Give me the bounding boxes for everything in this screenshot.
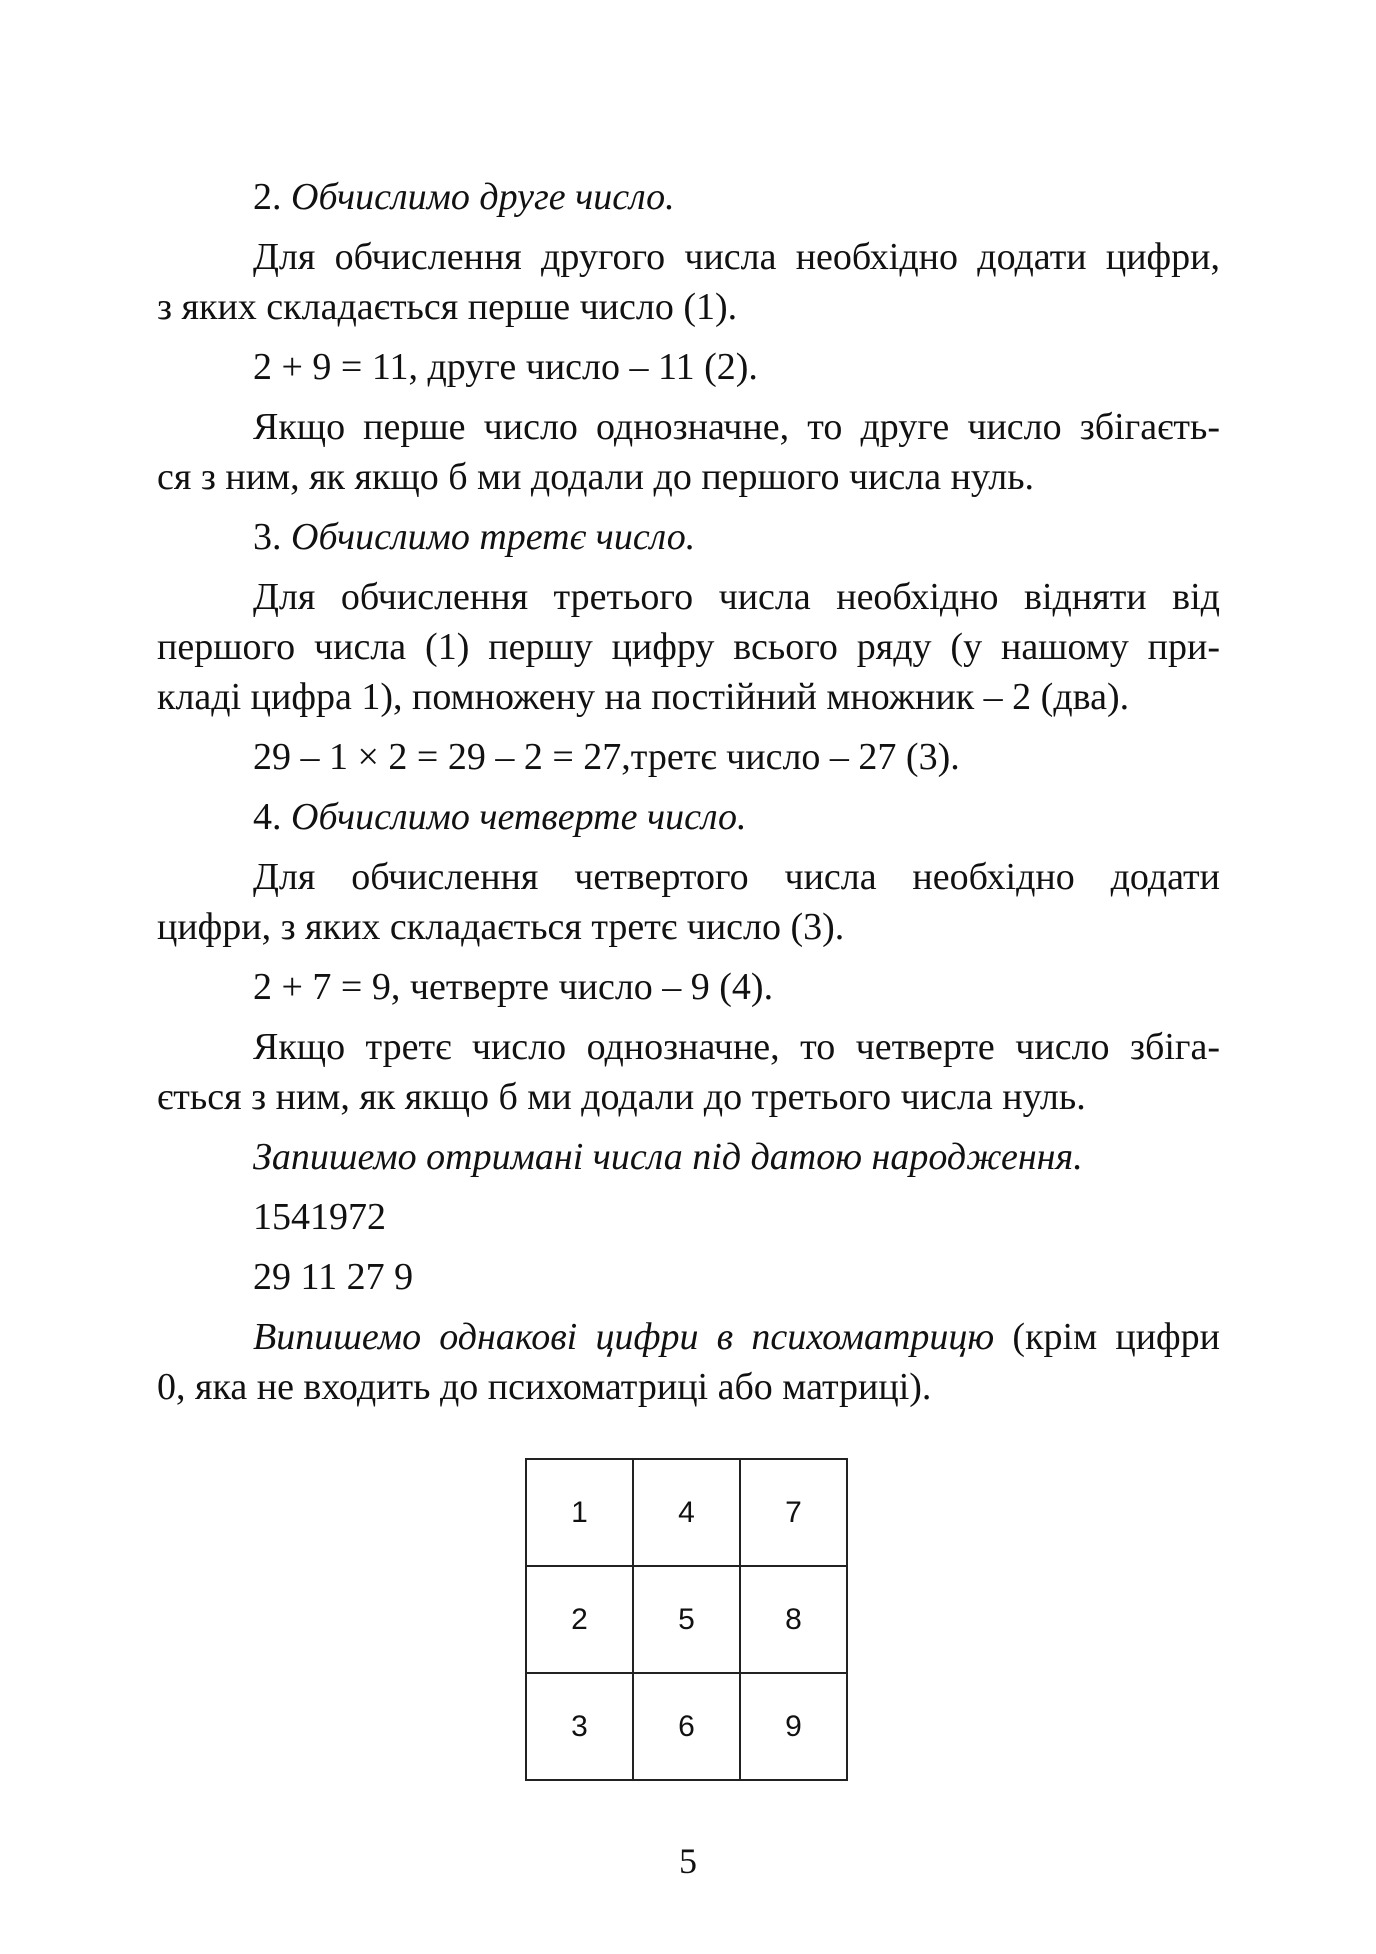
formula-line: 2 + 9 = 11, друге число – 11 (2).: [253, 346, 758, 388]
page-number: 5: [679, 1841, 697, 1881]
step-2-heading: [157, 172, 1220, 222]
text-line: ється з ним, як якщо б ми додали до третього числа нуль.: [157, 1076, 1086, 1118]
step-number: 4.: [253, 796, 291, 838]
step-number: 3.: [253, 516, 291, 558]
matrix-cell: 3: [526, 1673, 633, 1780]
working-numbers: 29 11 27 9: [253, 1256, 414, 1298]
text-line: першого числа (1) першу цифру всього ряду (у нашому при-: [157, 626, 1220, 668]
matrix-cell: 7: [740, 1459, 847, 1566]
matrix-cell: 5: [633, 1566, 740, 1673]
step-3-heading: [157, 512, 1220, 562]
matrix-row: [526, 1673, 847, 1780]
text-line: Для обчислення четвертого числа необхідно додати: [253, 856, 1220, 898]
psychomatrix-table: [525, 1458, 848, 1781]
step-title: Обчислимо четверте число.: [291, 796, 747, 838]
matrix-row: [526, 1459, 847, 1566]
text-line: Якщо перше число однозначне, то друге число збігаєть-: [253, 406, 1220, 448]
text-line: з яких складається перше число (1).: [157, 286, 738, 328]
text-line: ся з ним, як якщо б ми додали до першого числа нуль.: [157, 456, 1035, 498]
step-title: Обчислимо третє число.: [291, 516, 696, 558]
text-line: Якщо третє число однозначне, то четверте число збіга-: [253, 1026, 1220, 1068]
matrix-cell: 8: [740, 1566, 847, 1673]
text-span: (крім цифри: [994, 1316, 1220, 1358]
text-line: Для обчислення третього числа необхідно відняти від: [253, 576, 1220, 618]
matrix-row: [526, 1566, 847, 1673]
step-title: Обчислимо друге число.: [291, 176, 675, 218]
text-line: 0, яка не входить до психоматриці або матриці).: [157, 1366, 932, 1408]
formula-line: 2 + 7 = 9, четверте число – 9 (4).: [253, 966, 774, 1008]
matrix-cell: 4: [633, 1459, 740, 1566]
italic-instruction: Випишемо однакові цифри в психоматрицю: [253, 1316, 995, 1358]
matrix-cell: 6: [633, 1673, 740, 1780]
italic-instruction: Запишемо отримані числа під датою народження.: [253, 1136, 1083, 1178]
matrix-cell: 2: [526, 1566, 633, 1673]
matrix-cell: 1: [526, 1459, 633, 1566]
text-line: [157, 1312, 1220, 1362]
step-4-heading: [157, 792, 1220, 842]
body-text: [157, 172, 1220, 1412]
text-line: кладі цифра 1), помножену на постійний множник – 2 (два).: [157, 676, 1130, 718]
text-line: цифри, з яких складається третє число (3).: [157, 906, 845, 948]
birth-date-digits: 1541972: [253, 1196, 386, 1238]
step-number: 2.: [253, 176, 291, 218]
text-line: Для обчислення другого числа необхідно додати цифри,: [253, 236, 1220, 278]
matrix-cell: 9: [740, 1673, 847, 1780]
formula-line: 29 – 1 × 2 = 29 – 2 = 27,третє число – 27 (3).: [253, 736, 960, 778]
